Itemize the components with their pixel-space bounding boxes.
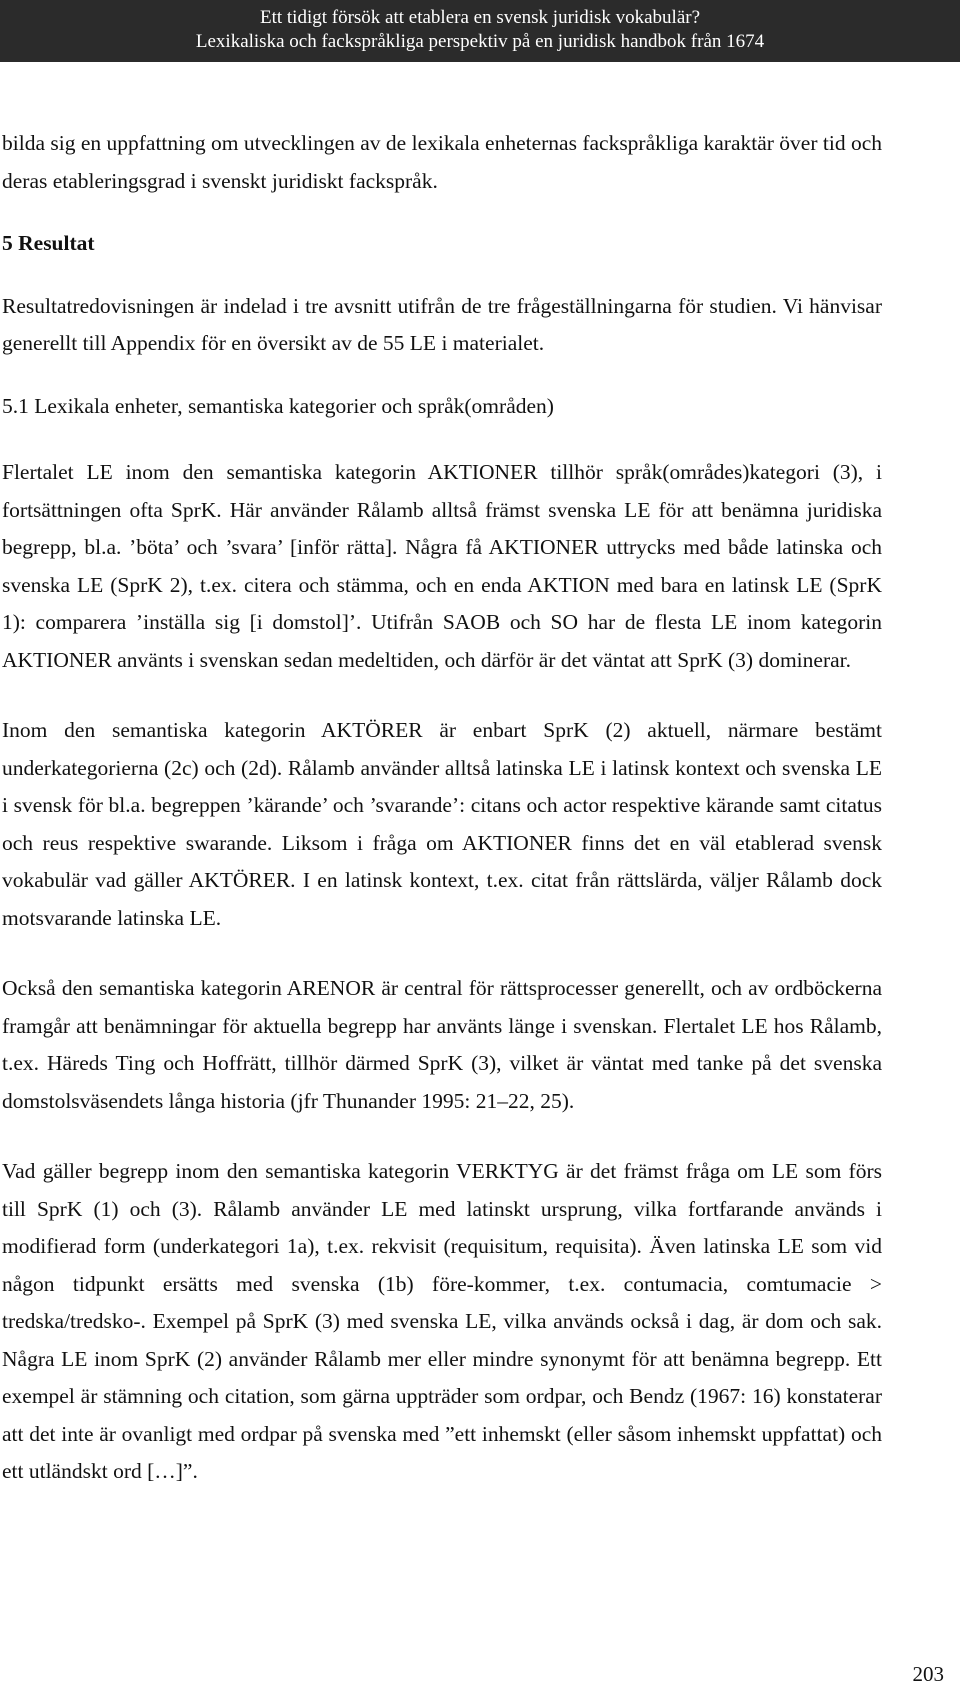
paragraph-aktioner: Flertalet LE inom den semantiska kategorin AKTIONER tillhör språk(områdes)kategori (3), i fortsättningen ofta SprK. Här använder Rålamb alltså främst svenska LE för att benämna juridiska begrepp, bl.a. ’böta’ och ’svara’ [inför rätta]. Några få AKTIONER uttrycks med både latinska och svenska LE (SprK 2), t.ex. citera och stämma, och en enda AKTION med bara en latinsk LE (SprK 1): comparera ’inställa sig [i domstol]’. Utifrån SAOB och SO har de flesta LE inom kategorin AKTIONER använts i svenskan sedan medeltiden, och därför är det väntat att SprK (3) dominerar.	[2, 460, 882, 672]
section-intro-paragraph: Resultatredovisningen är indelad i tre avsnitt utifrån de tre frågeställningarna för studien. Vi hänvisar generellt till Appendix för en översikt av de 55 LE i materialet.	[2, 293, 882, 355]
intro-paragraph: bilda sig en uppfattning om utvecklingen av de lexikala enheternas fackspråkliga karaktär över tid och deras etableringsgrad i svenskt juridiskt fackspråk.	[2, 131, 882, 193]
page-number: 203	[912, 1662, 944, 1686]
running-header	[0, 0, 960, 62]
paragraph-aktorer: Inom den semantiska kategorin AKTÖRER är enbart SprK (2) aktuell, närmare bestämt underkategorierna (2c) och (2d). Rålamb använder alltså latinska LE i latinsk kontext och svenska LE i svensk för bl.a. begreppen ’kärande’ och ’svarande’: citans och actor respektive kärande samt citatus och reus respektive swarande. Liksom i fråga om AKTIONER finns det en väl etablerad svensk vokabulär vad gäller AKTÖRER. I en latinsk kontext, t.ex. citat från rättslärda, väljer Rålamb dock motsvarande latinska LE.	[2, 718, 882, 930]
running-header-subtitle: Lexikaliska och fackspråkliga perspektiv på en juridisk handbok från 1674	[195, 31, 765, 52]
paragraph-verktyg: Vad gäller begrepp inom den semantiska kategorin VERKTYG är det främst fråga om LE som förs till SprK (1) och (3). Rålamb använder LE med latinskt ursprung, vilka fortfarande används i modifierad form (underkategori 1a), t.ex. rekvisit (requisitum, requisita). Även latinska LE som vid någon tidpunkt ersätts med svenska (1b) före-kommer, t.ex. contumacia, comtumacie > tredska/tredsko-. Exempel på SprK (3) med svenska LE, vilka används också i dag, är dom och sak. Några LE inom SprK (2) använder Rålamb mer eller mindre synonymt för att benämna begrepp. Ett exempel är stämning och citation, som gärna uppträder som ordpar, och Bendz (1967: 16) konstaterar att det inte är ovanligt med ordpar på svenska med ”ett inhemskt (eller såsom inhemskt uppfattat) och ett utländskt ord […]”.	[2, 1159, 882, 1483]
section-heading: 5 Resultat	[2, 231, 95, 255]
page-body	[2, 125, 882, 1491]
subsection-heading: 5.1 Lexikala enheter, semantiska kategorier och språk(områden)	[2, 393, 554, 418]
paragraph-arenor: Också den semantiska kategorin ARENOR är central för rättsprocesser generellt, och av ordböckerna framgår att benämningar för aktuella begrepp har använts länge i svenskan. Flertalet LE hos Rålamb, t.ex. Häreds Ting och Hoffrätt, tillhör därmed SprK (3), vilket är väntat med tanke på det svenska domstolsväsendets långa historia (jfr Thunander 1995: 21–22, 25).	[2, 976, 882, 1113]
running-header-title: Ett tidigt försök att etablera en svensk juridisk vokabulär?	[259, 7, 701, 28]
